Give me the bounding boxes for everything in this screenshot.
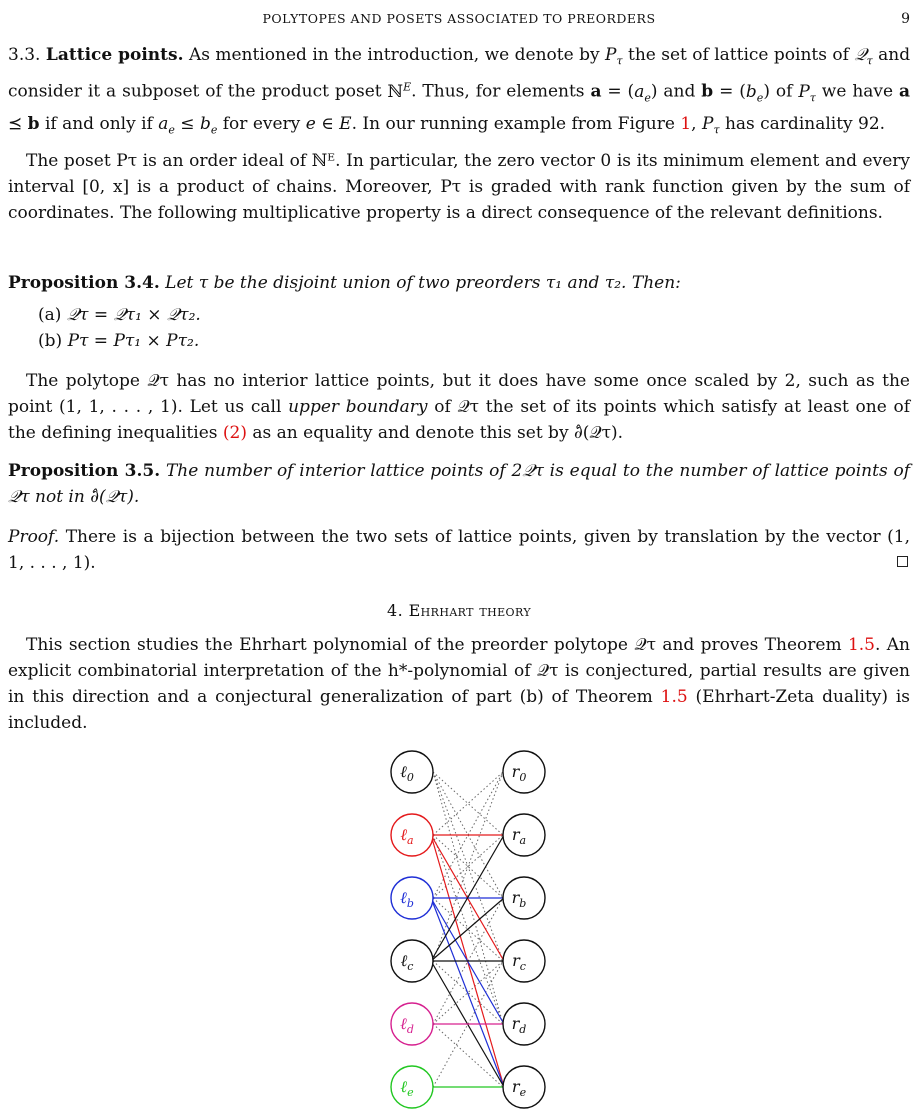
section-heading	[8, 598, 910, 624]
node-l0	[391, 751, 433, 793]
qed-box-icon	[897, 556, 908, 567]
upper-boundary-paragraph	[8, 368, 910, 446]
section-title: Lattice points.	[45, 45, 184, 65]
right-node-label: $r_b$	[511, 888, 527, 910]
proof-text: There is a bijection between the two sets of lattice points, given by translation by the vector (1, 1, . . . , 1).	[8, 527, 911, 573]
left-node-label: ℓ$_c$	[400, 951, 414, 973]
item-label: (b)	[38, 331, 63, 351]
text-fragment: (Ehrhart-Zeta duality) is included.	[8, 687, 911, 733]
right-node-label: $r_e$	[511, 1077, 527, 1099]
lattice-points-paragraph: 3.3. Lattice points. As mentioned in the introduction, we denote by $P_\tau$ the set of lattice points of 𝒬$_\tau$ and consider it a subposet of the product poset ℕ$^E$. Thus, for elements $a = (a_e)$ and $b = (b_e)$ of $P_\tau$ we have a ⪯ b if and only if $a_e \le b_e$ for every e ∈ E. In our running example from Figure 1, $P_\tau$ has cardinality 92.	[8, 45, 911, 137]
running-head: POLYTOPES AND POSETS ASSOCIATED TO PREORDERS	[262, 11, 656, 26]
proposition-3-4	[8, 270, 910, 296]
solid-edge	[431, 898, 504, 1087]
text-fragment: The polytope 𝒬τ has no interior lattice points, but it does have some once scaled by 2, such as the point (1, 1, . . . , 1). Let us call	[8, 371, 910, 417]
order-ideal-paragraph: The poset Pτ is an order ideal of ℕᴱ. In particular, the zero vector 0 is its minimum element and every interval [0, x] is a product of chains. Moreover, Pτ is graded with rank function given by the sum of coordinates. The following multiplicative property is a direct consequence of the relevant definitions.	[8, 151, 910, 223]
node-rc	[503, 940, 545, 982]
node-r0	[503, 751, 545, 793]
defined-term: upper boundary	[288, 397, 428, 417]
text-fragment: As mentioned in the introduction, we denote by	[188, 45, 600, 65]
theorem-link[interactable]: 1.5	[847, 635, 875, 655]
text-fragment: This section studies the Ehrhart polynomial of the preorder polytope 𝒬τ and proves Theorem	[26, 635, 842, 655]
text-fragment: if and only if	[44, 114, 153, 135]
text-fragment: we have	[821, 82, 894, 103]
text-fragment: and consider it a subposet of the product poset	[8, 45, 911, 103]
equation-link[interactable]: (2)	[222, 423, 247, 443]
figure-link[interactable]: 1	[680, 114, 692, 135]
proposition-label: Proposition 3.5.	[8, 461, 161, 481]
text-fragment: has cardinality 92.	[724, 114, 886, 135]
proof	[8, 524, 910, 576]
proposition-item-b	[38, 328, 199, 354]
node-la	[391, 814, 433, 856]
left-node-label: ℓ$_0$	[400, 762, 414, 784]
text-fragment: of 𝒬τ the set of its points which satisfy at least one of the defining inequalities	[8, 397, 911, 443]
left-node-label: ℓ$_d$	[400, 1014, 414, 1036]
right-node-label: $r_d$	[511, 1014, 527, 1036]
text-fragment: for every	[222, 114, 301, 135]
text-fragment: . Thus, for elements	[411, 82, 585, 103]
node-lb	[391, 877, 433, 919]
node-ld	[391, 1003, 433, 1045]
proposition-statement: The number of interior lattice points of 2𝒬τ is equal to the number of lattice points of 𝒬τ not in ∂̂(𝒬τ).	[8, 461, 910, 507]
section-number: 3.3.	[8, 45, 41, 65]
text-fragment: . In our running example from Figure	[351, 114, 675, 135]
theorem-link[interactable]: 1.5	[660, 687, 688, 707]
left-node-label: ℓ$_e$	[400, 1077, 414, 1099]
proof-label: Proof.	[8, 527, 60, 547]
text-fragment: and	[663, 82, 696, 103]
dotted-edge	[433, 772, 503, 961]
node-rd	[503, 1003, 545, 1045]
text-fragment: the set of lattice points of	[627, 45, 849, 65]
item-text: Pτ = Pτ₁ × Pτ₂.	[67, 331, 200, 351]
preorder-bipartite-diagram	[368, 750, 568, 1115]
node-ra	[503, 814, 545, 856]
left-node-label: ℓ$_a$	[400, 825, 414, 847]
node-re	[503, 1066, 545, 1108]
proposition-3-5	[8, 458, 910, 510]
page-number: 9	[901, 11, 910, 27]
right-node-label: $r_0$	[511, 762, 527, 784]
ehrhart-intro-paragraph	[8, 632, 910, 736]
section-heading-title: Ehrhart theory	[408, 601, 531, 620]
proposition-statement: Let τ be the disjoint union of two preorders τ₁ and τ₂. Then:	[165, 273, 681, 293]
node-le	[391, 1066, 433, 1108]
dotted-edge	[433, 1024, 503, 1087]
text-fragment: . An explicit combinatorial interpretation of the h*-polynomial of 𝒬τ is conjectured, partial results are given in this direction and a conjectural generalization of part (b) of Theorem	[8, 635, 910, 707]
text-fragment: as an equality and denote this set by ∂̂(𝒬τ).	[252, 423, 624, 443]
node-rb	[503, 877, 545, 919]
item-label: (a)	[38, 305, 62, 325]
proposition-label: Proposition 3.4.	[8, 273, 160, 293]
solid-edges	[431, 835, 504, 1087]
right-node-label: $r_c$	[512, 951, 526, 973]
section-heading-number: 4.	[387, 601, 404, 620]
right-node-label: $r_a$	[511, 825, 527, 847]
left-node-label: ℓ$_b$	[400, 888, 414, 910]
proposition-item-a	[38, 302, 201, 328]
node-lc	[391, 940, 433, 982]
item-text: 𝒬τ = 𝒬τ₁ × 𝒬τ₂.	[66, 305, 201, 325]
